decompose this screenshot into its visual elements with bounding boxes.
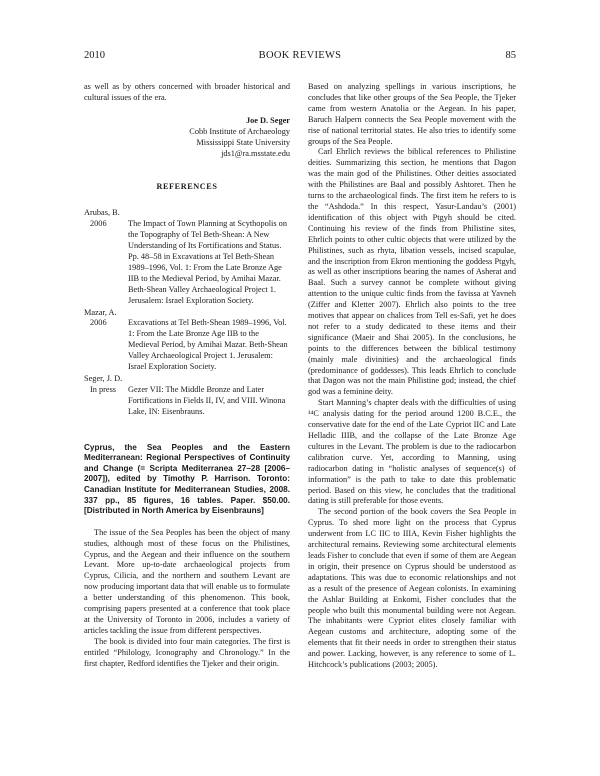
header-title: BOOK REVIEWS: [258, 50, 342, 61]
reference-author: Arubas, B.: [84, 208, 120, 218]
right-column: [308, 82, 516, 671]
reference-item: [84, 208, 290, 306]
body-paragraph: Carl Ehrlich reviews the biblical references to Philistine deities. Summarizing this section, he mentions that Dagon was the main god of the Philistines. Other deities associated with the Philistines are Baal and possibly Ashtoret. Then he turns to the archaeological finds. The first item he refers to is the “Ashdoda.” In this respect, Yasur-Landau’s (2001) identification of this object with Ptgyh should be cited. Continuing his review of the finds from Philistine sites, Ehrlich points to other cultic objects that were utilized by the Philistines, such as rhyta, libation vessels, incised scapulae, and the inscription from Ekron mentioning the goddess Ptgyh, as well as other inscriptions bearing the names of Asherat and Baal. Such a survey cannot be complete without giving attention to the unique cultic finds from the favissa at Yavneh (Ziffer and Kletter 2007). Ehrlich also points to the tree motives that appear on chalices from Tell es-Safi, yet he does not refer to a study dedicated to these items and their significance (Maeir and Shai 2005). In the conclusions, he points to the differences between the biblical testimony (mainly male divinities) and the archaeological finds (predominance of goddesses). This leads Ehrlich to conclude that Dagon was not the main Philistine god; instead, the chief god was a feminine deity.: [308, 147, 516, 397]
reference-item: [84, 374, 290, 418]
references-title: REFERENCES: [156, 182, 218, 192]
reference-year: 2006: [90, 219, 107, 229]
reference-text: The Impact of Town Planning at Scythopolis on the Topography of Tel Beth-Shean: A New Understanding of Its Fortifications and Status. Pp. 48–58 in Excavations at Tel Beth-Shean 1989–1996, Vol. 1: From the Late Bronze Age IIB to the Medieval Period, by Amihai Mazar. Beth-Shean Valley Archaeological Project 1. Jerusalem: Israel Exploration Society.: [128, 219, 287, 305]
reference-author: Seger, J. D.: [84, 373, 123, 383]
reviewer-university: Mississippi State University: [196, 137, 290, 147]
body-paragraph: The issue of the Sea Peoples has been the object of many studies, although most of these focus on the Philistines, Cyprus, and the Aegean and their influence on the southern Levant. More up-to-date archaeological projects from Cyprus, Cilicia, and the northern and southern Levant are now producing important data that will enable us to formulate a better understanding of this phenomenon. This book, comprising papers presented at a conference that took place at the University of Toronto in 2006, includes a variety of articles tackling the issue from different perspectives.: [84, 527, 290, 635]
reference-item: [84, 308, 290, 373]
reviewer-signature: [84, 116, 290, 160]
reviewer-email: jds1@ra.msstate.edu: [221, 148, 290, 158]
header-year: 2010: [84, 50, 105, 61]
intro-text: as well as by others concerned with broader historical and cultural issues of the era.: [84, 82, 290, 102]
reference-year: 2006: [90, 318, 107, 328]
body-paragraph: Based on analyzing spellings in various inscriptions, he concludes that like other groups of the Sea People, the Tjeker came from western Anatolia or the Aegean. In his paper, Baruch Halpern connects the Sea People movement with the rise of national territorial states. He also tries to identify some groups of the Sea People.: [308, 82, 516, 146]
reference-author: Mazar, A.: [84, 307, 117, 317]
left-column: [84, 82, 290, 670]
review-book-heading: Cyprus, the Sea Peoples and the Eastern Mediterranean: Regional Perspectives of Continuity and Change (= Scripta Mediterranea 27–28 [2006–2007]), edited by Timothy P. Harrison. Toronto: Canadian Institute for Mediterranean Studies, 2008. 337 pp., 85 figures, 16 tables. Paper. $50.00. [Distributed in North America by Eisenbrauns]: [84, 442, 290, 516]
reference-text: Excavations at Tel Beth-Shean 1989–1996, Vol. 1: From the Late Bronze Age IIB to the Medieval Period, by Amihai Mazar. Beth-Shean Valley Archaeological Project 1. Jerusalem: Israel Exploration Society.: [128, 318, 288, 372]
reference-text: Gezer VII: The Middle Bronze and Later Fortifications in Fields II, IV, and VIII. Winona Lake, IN: Eisenbrauns.: [128, 384, 286, 416]
running-header: [84, 50, 516, 64]
page-number: 85: [505, 50, 516, 61]
reference-year: In press: [90, 384, 117, 394]
body-paragraph: The book is divided into four main categories. The first is entitled “Philology, Iconography and Chronology.” In the first chapter, Redford identifies the Tjeker and their origin.: [84, 636, 290, 668]
reviewer-name: Joe D. Seger: [245, 115, 290, 125]
body-paragraph: Start Manning’s chapter deals with the difficulties of using ¹⁴C analysis dating for the period around 1200 B.C.E., the conservative date for the end of the Late Cypriot IIC and Late Helladic IIIB, and the collapse of the Late Bronze Age cultures in the Levant. The problem is due to the radiocarbon calibration curve. Yet, according to Manning, using radiocarbon dating in “holistic analyses of sequence(s) of information” is the path to take to date this problematic period. Based on this view, he concludes that the traditional dating is still preferable for those events.: [308, 398, 516, 506]
body-paragraph: The second portion of the book covers the Sea People in Cyprus. To shed more light on the process that Cyprus underwent from LC IIC to IIIA, Kevin Fisher highlights the architectural remains. Reviewing some architectural elements leads Fisher to conclude that even if some of them are Aegean in origin, their presence on Cyprus should be understood as adaptations. This was due to economic relationships and not as a result of the presence of Aegean colonists. In examining the Ashlar Building at Enkomi, Fisher concludes that the people who built this monumental building were not Aegean. The inhabitants were Cypriot elites closely familiar with Aegean customs and architecture, adopting some of the elements that fit their needs in order to strengthen their status and power. Lacking, however, is any reference to some of L. Hitchcock’s publications (2003; 2005).: [308, 507, 516, 670]
reviewer-affiliation: Cobb Institute of Archaeology: [189, 126, 290, 136]
references-list: [84, 208, 290, 417]
